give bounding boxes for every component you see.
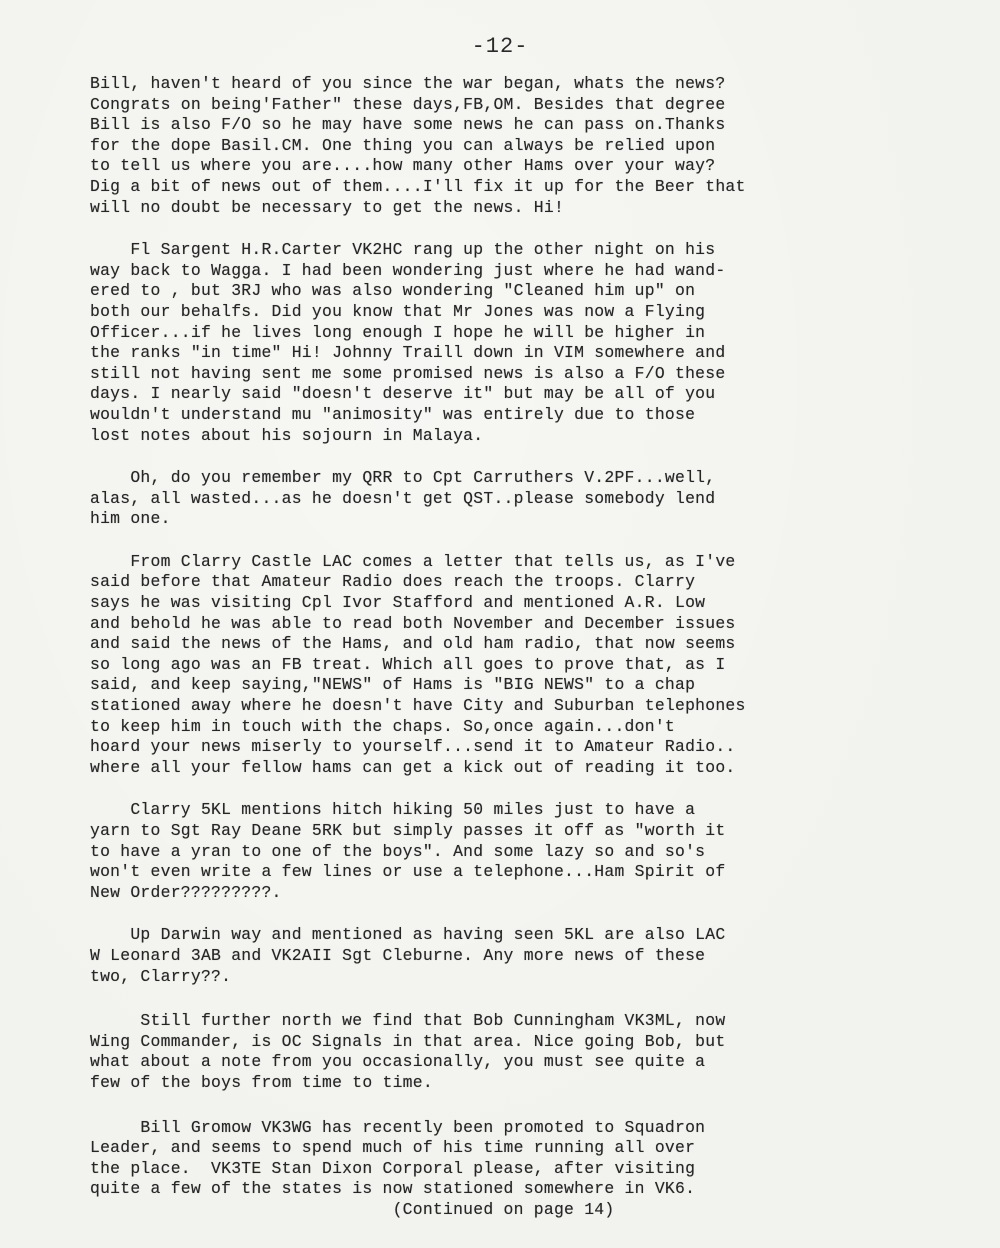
text-line: the ranks "in time" Hi! Johnny Traill down in VIM somewhere and xyxy=(90,343,726,363)
text-line: W Leonard 3AB and VK2AII Sgt Cleburne. Any more news of these xyxy=(90,945,706,965)
text-line: alas, all wasted...as he doesn't get QST..please somebody lend xyxy=(90,488,716,508)
text-line: wouldn't understand mu "animosity" was entirely due to those xyxy=(90,404,696,424)
text-line: him one. xyxy=(90,509,171,529)
text-line: Wing Commander, is OC Signals in that area. Nice going Bob, but xyxy=(90,1031,726,1051)
text-line: lost notes about his sojourn in Malaya. xyxy=(90,425,484,445)
text-line: ered to , but 3RJ who was also wondering "Cleaned him up" on xyxy=(90,281,696,301)
text-line: won't even write a few lines or use a telephone...Ham Spirit of xyxy=(90,862,726,882)
text-line: quite a few of the states is now stationed somewhere in VK6. xyxy=(90,1179,696,1199)
text-line: Oh, do you remember my QRR to Cpt Carruthers V.2PF...well, xyxy=(90,468,716,488)
paragraph xyxy=(90,240,910,446)
paragraph xyxy=(90,552,910,779)
text-line: Clarry 5KL mentions hitch hiking 50 miles just to have a xyxy=(90,800,696,820)
text-line: Bill Gromow VK3WG has recently been promoted to Squadron xyxy=(90,1117,706,1137)
text-line: and behold he was able to read both November and December issues xyxy=(90,613,736,633)
paragraph xyxy=(90,1011,910,1093)
text-line: so long ago was an FB treat. Which all goes to prove that, as I xyxy=(90,654,726,674)
text-line: stationed away where he doesn't have City and Suburban telephones xyxy=(90,696,746,716)
text-line: From Clarry Castle LAC comes a letter that tells us, as I've xyxy=(90,551,736,571)
text-line: what about a note from you occasionally, you must see quite a xyxy=(90,1052,706,1072)
text-line: to have a yran to one of the boys". And some lazy so and so's xyxy=(90,841,706,861)
text-line: the place. VK3TE Stan Dixon Corporal please, after visiting xyxy=(90,1158,696,1178)
text-line: days. I nearly said "doesn't deserve it" but may be all of you xyxy=(90,384,716,404)
text-line: Congrats on being'Father" these days,FB,OM. Besides that degree xyxy=(90,94,726,114)
text-line: for the dope Basil.CM. One thing you can always be relied upon xyxy=(90,135,716,155)
text-line: two, Clarry??. xyxy=(90,966,232,986)
text-line: Leader, and seems to spend much of his time running all over xyxy=(90,1138,696,1158)
text-line: yarn to Sgt Ray Deane 5RK but simply passes it off as "worth it xyxy=(90,821,726,840)
paragraph xyxy=(90,74,910,218)
paragraph xyxy=(90,925,910,987)
paragraph xyxy=(90,1118,910,1221)
text-line: New Order?????????. xyxy=(90,882,282,902)
text-line: hoard your news miserly to yourself...send it to Amateur Radio.. xyxy=(90,737,736,757)
continued-note: (Continued on page 14) xyxy=(90,1199,615,1219)
text-line: and said the news of the Hams, and old ham radio, that now seems xyxy=(90,634,736,654)
text-line: Still further north we find that Bob Cunningham VK3ML, now xyxy=(90,1011,726,1031)
text-line: Up Darwin way and mentioned as having seen 5KL are also LAC xyxy=(90,925,726,945)
body-text xyxy=(90,74,910,1243)
text-line: said, and keep saying,"NEWS" of Hams is "BIG NEWS" to a chap xyxy=(90,675,696,695)
text-line: Bill is also F/O so he may have some news he can pass on.Thanks xyxy=(90,115,726,135)
text-line: to tell us where you are....how many other Hams over your way? xyxy=(90,156,716,176)
paragraph xyxy=(90,800,910,903)
text-line: Fl Sargent H.R.Carter VK2HC rang up the other night on his xyxy=(90,240,716,260)
text-line: where all your fellow hams can get a kick out of reading it too. xyxy=(90,757,736,777)
text-line: to keep him in touch with the chaps. So,once again...don't xyxy=(90,716,675,736)
page-number: -12- xyxy=(471,34,529,59)
text-line: says he was visiting Cpl Ivor Stafford and mentioned A.R. Low xyxy=(90,593,706,613)
text-line: said before that Amateur Radio does reach the troops. Clarry xyxy=(90,572,696,592)
paragraph xyxy=(90,468,910,530)
text-line: Dig a bit of news out of them....I'll fix it up for the Beer that xyxy=(90,176,746,196)
text-line: still not having sent me some promised news is also a F/O these xyxy=(90,363,726,383)
text-line: way back to Wagga. I had been wondering just where he had wand- xyxy=(90,260,726,280)
text-line: Officer...if he lives long enough I hope he will be higher in xyxy=(90,322,706,342)
text-line: few of the boys from time to time. xyxy=(90,1072,433,1092)
text-line: will no doubt be necessary to get the news. Hi! xyxy=(90,197,565,217)
text-line: both our behalfs. Did you know that Mr Jones was now a Flying xyxy=(90,301,706,321)
text-line: Bill, haven't heard of you since the war began, whats the news? xyxy=(90,74,726,93)
